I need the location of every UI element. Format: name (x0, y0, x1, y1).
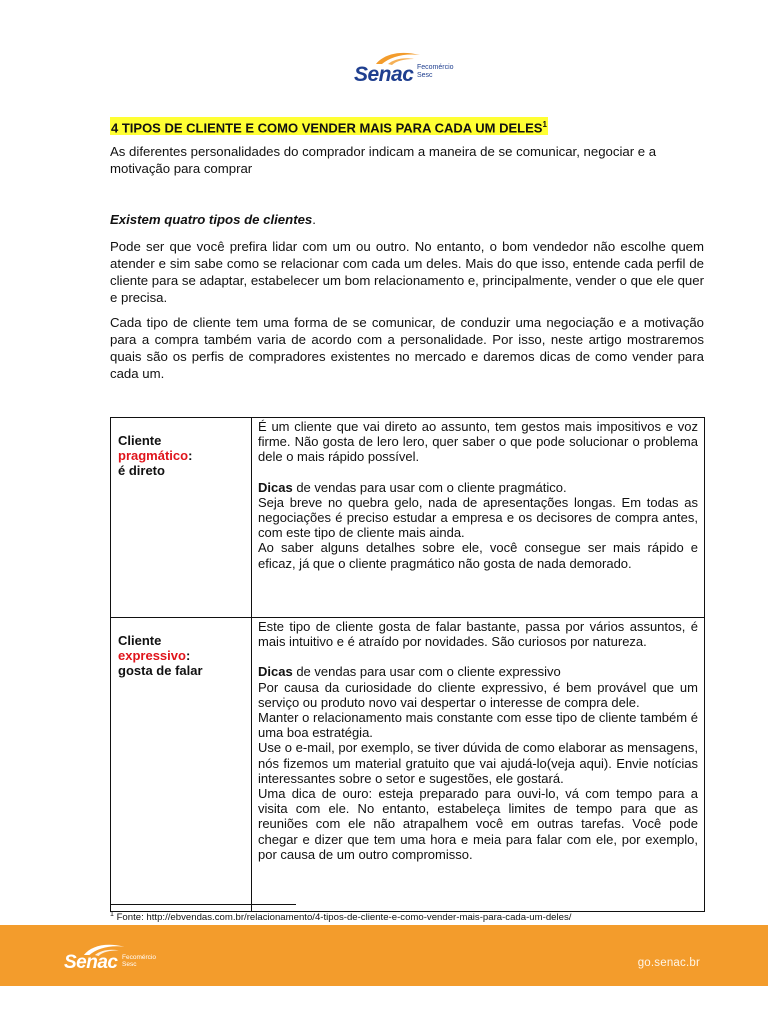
title-footnote-mark: 1 (542, 120, 547, 129)
subheading: Existem quatro tipos de clientes. (110, 212, 316, 227)
client-type-description: Este tipo de cliente gosta de falar bastante, passa por vários assuntos, é mais intuitivo e é atraído por novidades. São curiosos por natureza. Dicas de vendas para usar com o cliente expressivo Por causa da curiosidade do cliente expressivo, é bem provável que um serviço ou produto novo vai despertar o interesse de compra dele. Manter o relacionamento mais constante com esse tipo de cliente também é uma boa estratégia. Use o e-mail, por exemplo, se tiver dúvida de como elaborar as mensagens, nós fizemos um material gratuito que vai ajudá-lo(veja aqui). Envie notícias interessantes sobre o setor e sugestões, ele gostará. Uma dica de ouro: esteja preparado para ouvi-lo, vá com tempo para a visita com ele. No entanto, estabeleça limites de tempo para que as reuniões com ele não atrapalhem você em outras tarefas. Você pode chegar e dizer que tem uma hora e meia para falar com ele, por exemplo, por causa de um outro compromisso. (252, 618, 705, 912)
table-row (111, 618, 705, 912)
footnote-divider (110, 904, 296, 905)
footnote-source-link[interactable]: Fonte: http://ebvendas.com.br/relacionamento/4-tipos-de-cliente-e-como-vender-mais-para-cada-um-deles/ (113, 912, 572, 924)
logo-subtitle: Fecomércio Sesc (417, 64, 454, 79)
client-type-description: É um cliente que vai direto ao assunto, tem gestos mais impositivos e voz firme. Não gosta de lero lero, quer saber o que pode solucionar o problema dele o mais rápido possível. Dicas de vendas para usar com o cliente pragmático. Seja breve no quebra gelo, nada de apresentações longas. Em todas as negociações é preciso estudar a empresa e os decisores de compra antes, com este tipo de cliente mais ainda. Ao saber alguns detalhes sobre ele, você consegue ser mais rápido e eficaz, já que o cliente pragmático não gosta de nada demorado. (252, 418, 705, 618)
footer-senac-logo (64, 942, 174, 976)
logo-wordmark: Senac (354, 63, 414, 86)
client-trait: gosta de falar (118, 663, 203, 679)
paragraph-2: Cada tipo de cliente tem uma forma de se comunicar, de conduzir uma negociação e a motivação para a compra também varia de acordo com a personalidade. Por isso, neste artigo mostraremos quais são os perfis de compradores existentes no mercado e daremos dicas de como vender para cada um. (110, 315, 704, 381)
footnote: $^1$ Fonte: http://ebvendas.com.br/relacionamento/4-tipos-de-cliente-e-como-vender-mais-para-cada-um-deles/ (110, 911, 572, 924)
paragraph-1: Pode ser que você prefira lidar com um ou outro. No entanto, o bom vendedor não escolhe quem atender e sim sabe como se relacionar com cada um deles. Mais do que isso, entende cada perfil de cliente para se adaptar, estabelecer um bom relacionamento e, principalmente, vender o que ele quer e precisa. (110, 239, 704, 305)
intro-paragraph: As diferentes personalidades do comprador indicam a maneira de se comunicar, negociar e a motivação para comprar (110, 144, 657, 176)
client-type-name: expressivo (118, 648, 186, 664)
client-trait: é direto (118, 463, 165, 479)
client-type-name: pragmático (118, 448, 189, 464)
client-type-label: Cliente expressivo: gosta de falar (111, 618, 252, 912)
client-types-table (110, 417, 705, 912)
senac-logo (354, 50, 464, 90)
footer-url[interactable]: go.senac.br (637, 957, 700, 969)
footer-logo-wordmark: Senac (64, 952, 118, 973)
footer-band (0, 925, 768, 986)
client-type-label: Cliente pragmático: é direto (111, 418, 252, 618)
footer-logo-subtitle: Fecomércio Sesc (122, 954, 156, 968)
document-title: 4 TIPOS DE CLIENTE E COMO VENDER MAIS PARA CADA UM DELES$^1$ (110, 117, 548, 135)
table-row (111, 418, 705, 618)
